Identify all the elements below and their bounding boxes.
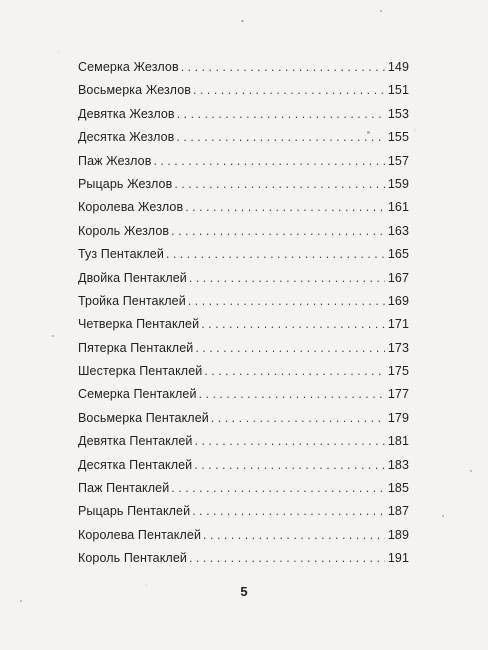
toc-entry-title: Король Жезлов [78,223,170,238]
toc-entry [78,481,409,504]
toc-entry [78,271,409,294]
toc-entry-page: 157 [387,153,409,168]
toc-entry-page: 163 [387,223,409,238]
toc-entry-page: 185 [387,481,409,496]
dot-leader [174,177,385,191]
dot-leader [185,200,385,214]
dot-leader [189,551,385,565]
toc-entry-title: Пятерка Пентаклей [78,340,194,355]
dot-leader [177,107,385,121]
toc-entry-page: 191 [387,551,409,566]
dot-leader [203,528,385,542]
dot-leader [171,481,385,495]
toc-entry-title: Девятка Пентаклей [78,434,193,449]
toc-entry-page: 165 [387,247,409,262]
toc-entry-page: 187 [387,504,409,519]
page-number: 5 [240,584,248,599]
toc-entry [78,551,409,574]
paper-speck [241,20,244,22]
toc-entry-page: 159 [387,176,409,191]
toc-entry [78,411,409,434]
toc-entry [78,224,409,247]
toc-entry-title: Двойка Пентаклей [78,270,187,285]
toc-entry [78,504,409,527]
toc-entry [78,83,409,106]
toc-entry-page: 151 [387,83,409,98]
toc-entry-title: Восьмерка Жезлов [78,83,192,98]
toc-entry-title: Десятка Жезлов [78,130,175,145]
paper-speck [20,600,22,602]
toc-entry-title: Королева Пентаклей [78,527,202,542]
dot-leader [201,317,385,331]
toc-entry-title: Девятка Жезлов [78,106,175,121]
toc-entry [78,107,409,130]
toc-entry-page: 179 [387,410,409,425]
dot-leader [176,130,385,144]
toc-entry-page: 189 [387,527,409,542]
toc-entry-title: Семерка Пентаклей [78,387,197,402]
toc-entry-page: 173 [387,340,409,355]
toc-entry-title: Восьмерка Пентаклей [78,410,209,425]
toc-entry [78,154,409,177]
paper-speck [442,515,444,517]
toc-entry [78,458,409,481]
toc-entry-title: Королева Жезлов [78,200,184,215]
paper-speck [367,131,370,134]
dot-leader [193,83,385,97]
toc-entry-title: Четверка Пентаклей [78,317,200,332]
dot-leader [199,387,385,401]
toc-entry-page: 155 [387,130,409,145]
toc-entry-page: 167 [387,270,409,285]
dot-leader [181,60,385,74]
toc-entry-title: Туз Пентаклей [78,247,164,262]
dot-leader [192,504,385,518]
toc-entry-title: Паж Жезлов [78,153,152,168]
toc-entry-page: 183 [387,457,409,472]
toc-entry-page: 149 [387,60,409,74]
toc-entry-page: 177 [387,387,409,402]
dot-leader [211,411,385,425]
dot-leader [166,247,385,261]
toc-entry [78,177,409,200]
toc-entry [78,387,409,410]
toc-entry-page: 153 [387,106,409,121]
toc-entry [78,247,409,270]
toc-entry-page: 171 [387,317,409,332]
toc-entry-title: Рыцарь Пентаклей [78,504,191,519]
dot-leader [195,341,385,355]
dot-leader [204,364,385,378]
toc-entry [78,130,409,153]
toc-entry-page: 181 [387,434,409,449]
toc-entry-title: Десятка Пентаклей [78,457,193,472]
paper-speck [52,335,54,337]
paper-speck [380,10,382,12]
dot-leader [188,294,385,308]
dot-leader [195,434,386,448]
toc-entry [78,200,409,223]
toc-entry-title: Паж Пентаклей [78,481,170,496]
table-of-contents [78,60,409,575]
toc-entry-page: 161 [387,200,409,215]
dot-leader [153,154,385,168]
toc-entry-title: Тройка Пентаклей [78,293,186,308]
toc-entry [78,60,409,83]
dot-leader [194,458,385,472]
toc-entry [78,364,409,387]
dot-leader [171,224,385,238]
toc-entry-page: 175 [387,364,409,379]
toc-entry [78,294,409,317]
toc-entry-page: 169 [387,293,409,308]
toc-entry [78,434,409,457]
toc-entry [78,341,409,364]
toc-entry [78,317,409,340]
toc-entry [78,528,409,551]
toc-entry-title: Король Пентаклей [78,551,187,566]
dot-leader [189,271,385,285]
paper-speck [470,470,472,472]
toc-entry-title: Рыцарь Жезлов [78,176,173,191]
toc-entry-title: Шестерка Пентаклей [78,364,203,379]
toc-entry-title: Семерка Жезлов [78,60,179,74]
